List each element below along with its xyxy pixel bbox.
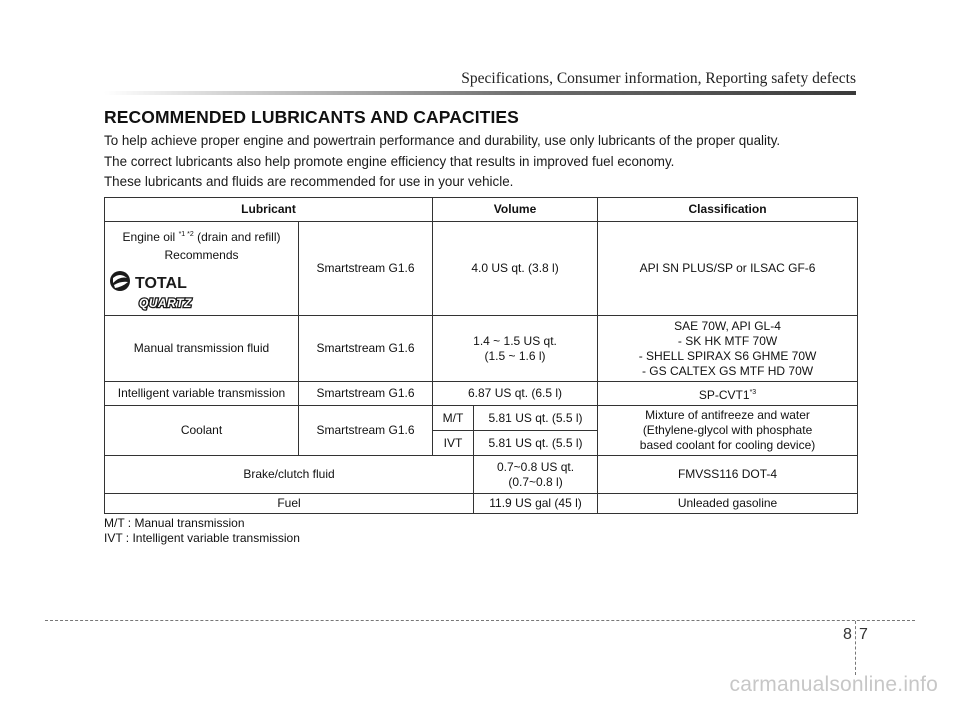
table-row-fuel [105,494,858,514]
page-page-number: 7 [859,626,868,643]
intro-line-3: These lubricants and fluids are recommended for use in your vehicle. [104,174,514,189]
mtf-class-line-1: SAE 70W, API GL-4 [674,318,781,333]
table-row-coolant-mt [105,406,858,431]
engine-oil-name: Engine oil [122,230,176,244]
engine-oil-cell [105,222,299,316]
page-chapter-number: 8 [843,626,852,643]
mtf-classification [598,316,858,382]
logo-brand-quartz: QUARTZ [139,296,192,310]
watermark: carmanualsonline.info [729,673,938,696]
section-header-title: Specifications, Consumer information, Reporting safety defects [461,70,856,87]
ivt-footnote-mark: *3 [749,388,757,396]
ivt-engine: Smartstream G1.6 [299,382,433,406]
coolant-name: Coolant [105,406,299,456]
coolant-ivt-volume: 5.81 US qt. (5.5 l) [474,431,598,456]
coolant-class-line-2: (Ethylene-glycol with phosphate [642,423,813,437]
table-header-row [105,198,858,222]
total-quartz-logo [109,269,219,313]
mtf-volume-line-2: (1.5 ~ 1.6 l) [484,348,546,363]
mtf-class-line-4: - GS CALTEX GS MTF HD 70W [641,363,814,378]
table-row-ivt [105,382,858,406]
footnote-ivt: IVT : Intelligent variable transmission [104,531,300,545]
engine-oil-engine: Smartstream G1.6 [299,222,433,316]
engine-oil-volume: 4.0 US qt. (3.8 l) [433,222,598,316]
mtf-class-line-3: - SHELL SPIRAX S6 GHME 70W [638,348,817,363]
brake-volume-line-1: 0.7~0.8 US qt. [496,459,575,474]
brake-volume [474,456,598,494]
fuel-name: Fuel [105,494,474,514]
intro-line-1: To help achieve proper engine and powertrain performance and durability, use only lubricants of the proper quality. [104,133,781,148]
coolant-classification [598,406,858,456]
header-classification: Classification [598,198,858,222]
lubricants-table [104,197,858,514]
page-number-separator [855,621,856,675]
engine-oil-footnote-mark: *1 *2 [178,231,194,238]
coolant-class-line-1: Mixture of antifreeze and water [645,408,810,422]
ivt-classification-cell [598,382,858,406]
coolant-class-line-3: based coolant for cooling device) [639,438,816,452]
table-row-manual-transmission [105,316,858,382]
table-row-brake [105,456,858,494]
intro-paragraph [104,131,864,193]
ivt-name: Intelligent variable transmission [105,382,299,406]
mtf-volume-line-1: 1.4 ~ 1.5 US qt. [473,333,557,348]
ivt-classification: SP-CVT1 [698,387,750,402]
engine-oil-suffix: (drain and refill) [197,230,281,244]
footer-dashed-rule [45,620,915,621]
footnote-mt: M/T : Manual transmission [104,516,245,530]
ivt-volume: 6.87 US qt. (6.5 l) [433,382,598,406]
header-gradient-bar [104,91,856,95]
intro-line-2: The correct lubricants also help promote engine efficiency that results in improved fuel economy. [104,153,675,169]
logo-brand-total: TOTAL [135,275,187,292]
page-title: RECOMMENDED LUBRICANTS AND CAPACITIES [104,107,519,127]
mtf-class-line-2: - SK HK MTF 70W [677,333,778,348]
brake-classification: FMVSS116 DOT-4 [598,456,858,494]
brake-name: Brake/clutch fluid [105,456,474,494]
table-row-engine-oil [105,222,858,316]
abbreviation-notes [104,516,300,546]
coolant-mt-volume: 5.81 US qt. (5.5 l) [474,406,598,431]
coolant-mt-label: M/T [433,406,474,431]
mtf-engine: Smartstream G1.6 [299,316,433,382]
coolant-engine: Smartstream G1.6 [299,406,433,456]
fuel-classification: Unleaded gasoline [598,494,858,514]
mtf-volume [433,316,598,382]
recommends-label: Recommends [164,248,239,262]
coolant-ivt-label: IVT [433,431,474,456]
brake-volume-line-2: (0.7~0.8 l) [508,474,563,489]
fuel-volume: 11.9 US gal (45 l) [474,494,598,514]
header-lubricant: Lubricant [105,198,433,222]
engine-oil-classification: API SN PLUS/SP or ILSAC GF-6 [598,222,858,316]
header-volume: Volume [433,198,598,222]
mtf-name: Manual transmission fluid [105,316,299,382]
